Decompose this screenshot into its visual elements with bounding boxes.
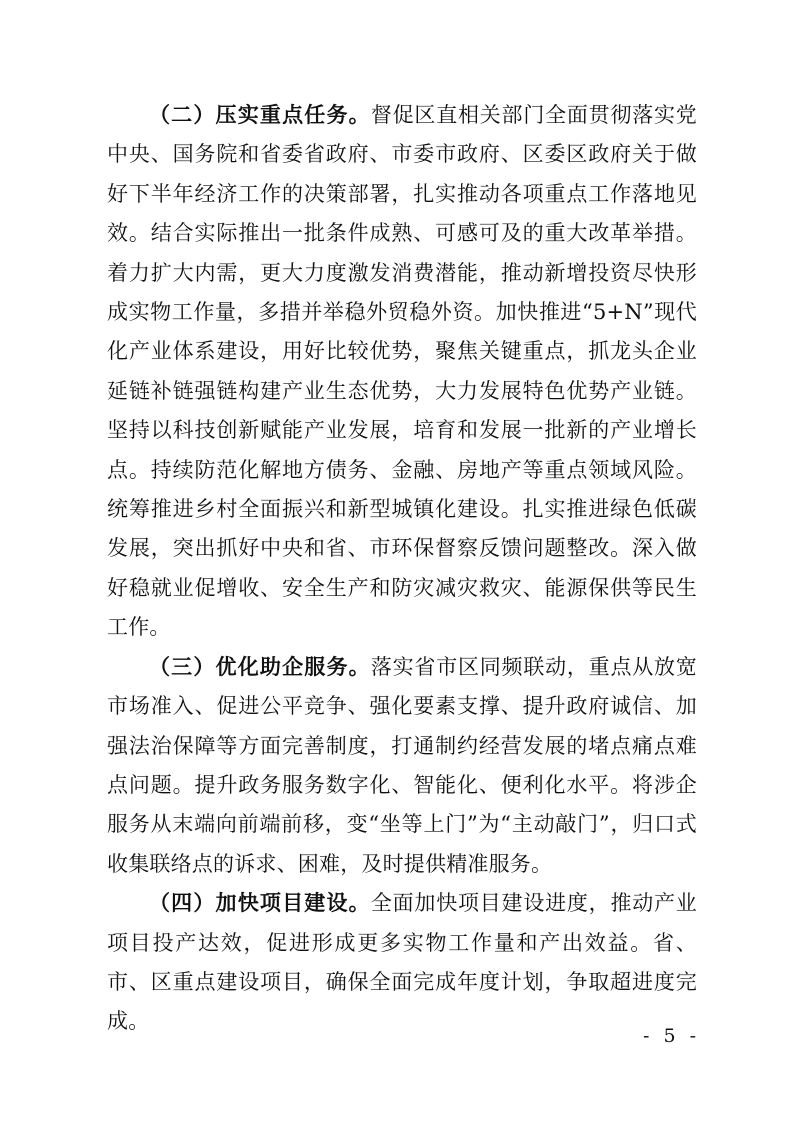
paragraph-project-construction: [107, 884, 697, 1042]
document-body: [107, 96, 697, 1042]
paragraph-task-focus: [107, 96, 697, 648]
page-number: - 5 -: [642, 1025, 700, 1047]
paragraph-text: 全面加快项目建设进度，推动产业项目投产达效，促进形成更多实物工作量和产出效益。省、市、区重点建设项目，确保全面完成年度计划，争取超进度完成。: [107, 891, 698, 1034]
paragraph-heading: （二）压实重点任务。: [149, 103, 371, 127]
paragraph-enterprise-service: [107, 648, 697, 884]
paragraph-heading: （三）优化助企服务。: [149, 654, 371, 679]
paragraph-heading: （四）加快项目建设。: [149, 891, 371, 916]
paragraph-text: 督促区直相关部门全面贯彻落实党中央、国务院和省委省政府、市委市政府、区委区政府关于做好下半年经济工作的决策部署，扎实推动各项重点工作落地见效。结合实际推出一批条件成熟、可感可及的重大改革举措。着力扩大内需，更大力度激发消费潜能，推动新增投资尽快形成实物工作量，多措并举稳外贸稳外资。加快推进“5+N”现代化产业体系建设，用好比较优势，聚焦关键重点，抓龙头企业延链补链强链构建产业生态优势，大力发展特色优势产业链。坚持以科技创新赋能产业发展，培育和发展一批新的产业增长点。持续防范化解地方债务、金融、房地产等重点领域风险。统筹推进乡村全面振兴和新型城镇化建设。扎实推进绿色低碳发展，突出抓好中央和省、市环保督察反馈问题整改。深入做好稳就业促增收、安全生产和防灾减灾救灾、能源保供等民生工作。: [107, 103, 698, 640]
paragraph-text: 落实省市区同频联动，重点从放宽市场准入、促进公平竞争、强化要素支撑、提升政府诚信、加强法治保障等方面完善制度，打通制约经营发展的堵点痛点难点问题。提升政务服务数字化、智能化、便利化水平。将涉企服务从末端向前端前移，变“坐等上门”为“主动敲门”，归口式收集联络点的诉求、困难，及时提供精准服务。: [107, 654, 698, 876]
